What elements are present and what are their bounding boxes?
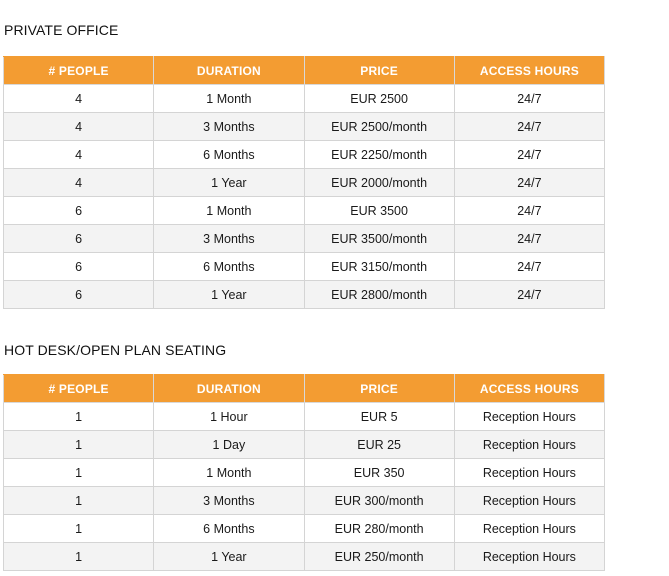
cell-people: 4: [4, 169, 154, 197]
table-row: [4, 225, 605, 253]
table-row: [4, 197, 605, 225]
column-header-duration: DURATION: [154, 375, 304, 403]
cell-price: EUR 3500: [304, 197, 454, 225]
cell-duration: 6 Months: [154, 515, 304, 543]
cell-people: 1: [4, 487, 154, 515]
cell-access-hours: 24/7: [454, 253, 604, 281]
cell-access-hours: 24/7: [454, 169, 604, 197]
table-row: [4, 169, 605, 197]
table-row: [4, 403, 605, 431]
column-header-price: PRICE: [304, 57, 454, 85]
cell-access-hours: 24/7: [454, 225, 604, 253]
cell-price: EUR 2500/month: [304, 113, 454, 141]
cell-people: 1: [4, 543, 154, 571]
cell-price: EUR 3500/month: [304, 225, 454, 253]
cell-duration: 3 Months: [154, 487, 304, 515]
cell-people: 4: [4, 113, 154, 141]
cell-people: 4: [4, 85, 154, 113]
cell-duration: 3 Months: [154, 225, 304, 253]
cell-people: 6: [4, 281, 154, 309]
cell-people: 1: [4, 403, 154, 431]
cell-price: EUR 5: [304, 403, 454, 431]
cell-price: EUR 2800/month: [304, 281, 454, 309]
cell-duration: 6 Months: [154, 253, 304, 281]
column-header-duration: DURATION: [154, 57, 304, 85]
cell-access-hours: 24/7: [454, 141, 604, 169]
hot-desk-table: [3, 374, 605, 571]
private-office-title: PRIVATE OFFICE: [4, 22, 119, 38]
cell-duration: 1 Month: [154, 85, 304, 113]
cell-price: EUR 280/month: [304, 515, 454, 543]
table-row: [4, 281, 605, 309]
cell-people: 1: [4, 515, 154, 543]
cell-people: 1: [4, 459, 154, 487]
cell-price: EUR 350: [304, 459, 454, 487]
table-row: [4, 431, 605, 459]
cell-price: EUR 2500: [304, 85, 454, 113]
column-header-access-hours: ACCESS HOURS: [454, 57, 604, 85]
table-row: [4, 459, 605, 487]
cell-people: 1: [4, 431, 154, 459]
column-header-price: PRICE: [304, 375, 454, 403]
hot-desk-title: HOT DESK/OPEN PLAN SEATING: [4, 342, 227, 358]
cell-price: EUR 2250/month: [304, 141, 454, 169]
cell-duration: 1 Hour: [154, 403, 304, 431]
cell-people: 6: [4, 225, 154, 253]
cell-access-hours: Reception Hours: [454, 487, 604, 515]
cell-duration: 1 Year: [154, 281, 304, 309]
cell-people: 6: [4, 197, 154, 225]
cell-duration: 1 Month: [154, 459, 304, 487]
cell-access-hours: Reception Hours: [454, 459, 604, 487]
column-header-people: # PEOPLE: [4, 57, 154, 85]
cell-access-hours: 24/7: [454, 197, 604, 225]
cell-access-hours: Reception Hours: [454, 543, 604, 571]
cell-duration: 1 Year: [154, 169, 304, 197]
cell-duration: 3 Months: [154, 113, 304, 141]
table-row: [4, 141, 605, 169]
cell-access-hours: 24/7: [454, 85, 604, 113]
cell-duration: 1 Year: [154, 543, 304, 571]
table-row: [4, 113, 605, 141]
cell-price: EUR 250/month: [304, 543, 454, 571]
cell-people: 4: [4, 141, 154, 169]
table-row: [4, 515, 605, 543]
table-row: [4, 253, 605, 281]
table-row: [4, 543, 605, 571]
column-header-access-hours: ACCESS HOURS: [454, 375, 604, 403]
column-header-people: # PEOPLE: [4, 375, 154, 403]
table-header-row: [4, 57, 605, 85]
table-row: [4, 85, 605, 113]
cell-price: EUR 300/month: [304, 487, 454, 515]
cell-duration: 1 Day: [154, 431, 304, 459]
cell-duration: 1 Month: [154, 197, 304, 225]
cell-access-hours: Reception Hours: [454, 431, 604, 459]
cell-price: EUR 2000/month: [304, 169, 454, 197]
cell-access-hours: 24/7: [454, 113, 604, 141]
cell-access-hours: 24/7: [454, 281, 604, 309]
cell-access-hours: Reception Hours: [454, 403, 604, 431]
table-header-row: [4, 375, 605, 403]
cell-price: EUR 3150/month: [304, 253, 454, 281]
private-office-table: [3, 56, 605, 309]
cell-duration: 6 Months: [154, 141, 304, 169]
cell-price: EUR 25: [304, 431, 454, 459]
table-row: [4, 487, 605, 515]
cell-people: 6: [4, 253, 154, 281]
cell-access-hours: Reception Hours: [454, 515, 604, 543]
